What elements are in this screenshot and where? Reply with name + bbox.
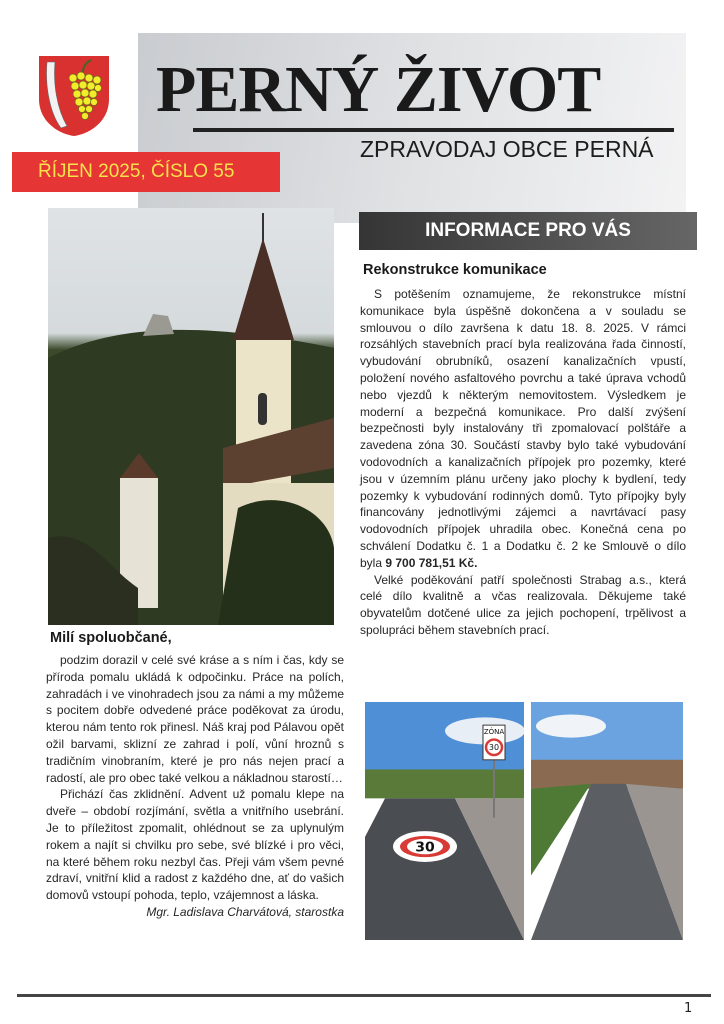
coat-of-arms-logo [37, 54, 111, 136]
section-header: INFORMACE PRO VÁS [359, 212, 697, 250]
newsletter-title: PERNÝ ŽIVOT [156, 53, 601, 126]
road-photo-street [531, 702, 683, 940]
newsletter-subtitle: ZPRAVODAJ OBCE PERNÁ [360, 136, 654, 162]
article-heading: Rekonstrukce komunikace [363, 262, 547, 278]
article-paragraph: Velké poděkování patří společnosti Strabag a.s., která celé dílo kvalitně a včas realizovala. Děkujeme také obyvatelům dotčené ulice za jejich pochopení, trpělivost a spolupráci během stavebních prací. [360, 572, 686, 637]
title-rule [193, 128, 674, 132]
page-number: 1 [684, 1001, 693, 1016]
article-paragraph [360, 286, 686, 572]
road-photo-sign [365, 702, 524, 940]
road-marking-text: 30 [415, 839, 435, 856]
letter-greeting: Milí spoluobčané, [50, 630, 172, 646]
letter-paragraph: podzim dorazil v celé své kráse a s ním i čas, kdy se příroda pomalu ukládá k odpočinku. Práce na polích, zahradách i ve vinohradech jsou za námi a my můžeme s pocitem dobře odvedené práce poděkovat za úrodu, kterou nám tento rok přinesl. Náš kraj pod Pálavou opět ožil barvami, sklizní ze zahrad i polí, vůní hroznů s tradičním vinobraním, které je pro nás nejen prací a radostí, ale pro obec také velkou a nákladnou starostí… [46, 653, 344, 785]
letter-signature: Mgr. Ladislava Charvátová, starostka [146, 904, 344, 919]
zone-sign-speed: 30 [488, 743, 500, 753]
zone-sign-label: ZÓNA [483, 727, 505, 736]
article-text: S potěšením oznamujeme, že rekonstrukce místní komunikace byla úspěšně dokončena a v souladu se smlouvou o dílo završena k datu 18. 8. 2025. V rámci rozsáhlých stavebních prací byla realizována řada činností, vybudování obrubníků, osazení kanalizačních vpustí, položení nového asfaltového povrchu a také úprava vchodů nebo vjezdů k některým nemovitostem. Výsledkem je moderní a bezpečná komunikace. Pro další zvýšení bezpečnosti byly instalovány tři zpomalovací polštáře a zavedena zóna 30. Součástí stavby bylo také vybudování vodovodních a kanalizačních přípojek pro pozemky, které jsou v územním plánu určeny jako plochy k bydlení, tedy pozemky k vybudování rodinných domů. Tyto přípojky byly financovány jednotlivými zájemci a navrtávací pasy vodovodních přípojek uhradila obec. Konečná cena po schválení Dodatku č. 1 a Dodatku č. 2 ke Smlouvě o dílo byla [360, 287, 686, 570]
issue-band: ŘÍJEN 2025, ČÍSLO 55 [12, 152, 280, 192]
letter-body [46, 652, 344, 921]
article-price: 9 700 781,51 Kč. [385, 555, 478, 570]
church-photo [48, 208, 334, 625]
article-body [360, 286, 686, 639]
letter-paragraph: Přichází čas zklidnění. Advent už pomalu klepe na dveře – období rozjímání, světla a vnitřního usebrání. Je to příležitost zpomalit, ohlédnout se za uplynulým rokem a najít si chvilku pro sebe, své blízké i pro věci, na které během roku nezbyl čas. Přeji vám všem pevné zdraví, vnitřní klid a radost z každého dne, ať do vašich domovů vstoupí pohoda, teplo, vzájemnost a láska. [46, 787, 344, 903]
footer-rule [17, 994, 711, 997]
